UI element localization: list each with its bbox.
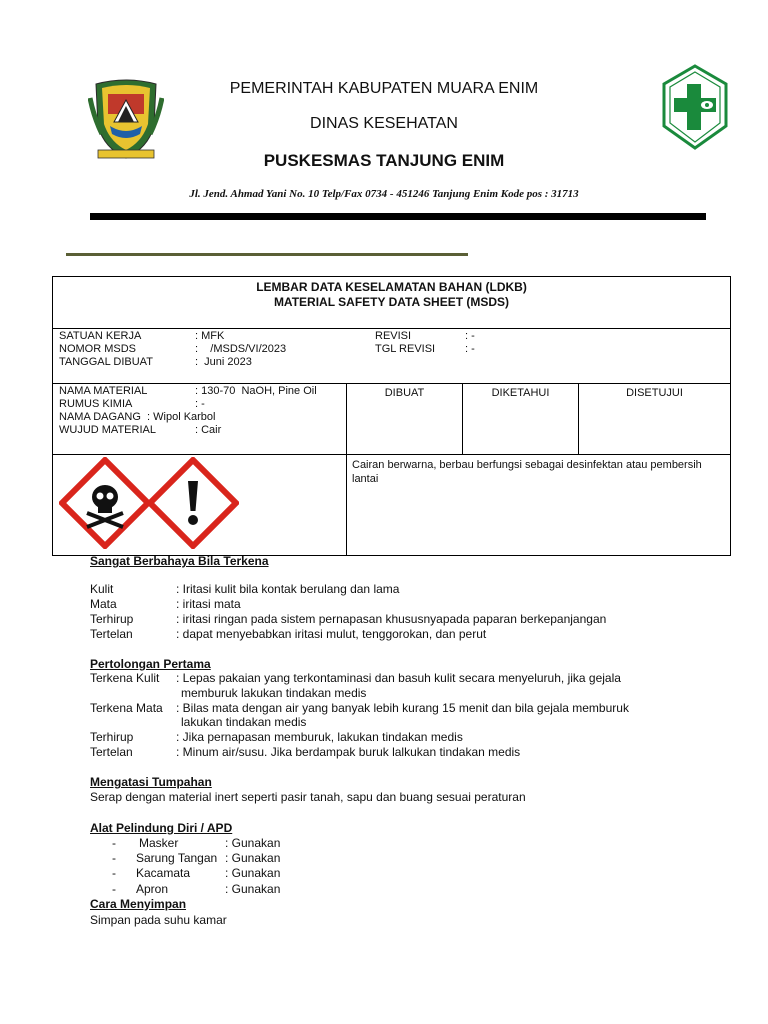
- material-description: Cairan berwarna, berbau berfungsi sebagai desinfektan atau pembersih lantai: [347, 455, 731, 556]
- nama-dagang: NAMA DAGANG : Wipol Karbol: [59, 411, 216, 423]
- sheet-title: [53, 277, 731, 329]
- approval-disetujui: [579, 384, 731, 455]
- puskesmas-cross-logo-icon: [662, 64, 728, 150]
- rumus-kimia-label: RUMUS KIMIA: [59, 398, 133, 410]
- approval-dibuat-label: DIBUAT: [384, 387, 425, 399]
- tanggal-dibuat-label: TANGGAL DIBUAT: [59, 356, 153, 368]
- nomor-msds-label: NOMOR MSDS: [59, 343, 136, 355]
- msds-table: [52, 276, 731, 556]
- department-line: DINAS KESEHATAN: [310, 115, 458, 132]
- hazard-label-mata: Mata: [90, 597, 117, 611]
- first-aid-cont-kulit: memburuk lakukan tindakan medis: [181, 686, 367, 700]
- nomor-msds-value: : /MSDS/VI/2023: [195, 343, 287, 355]
- apd-heading: Alat Pelindung Diri / APD: [90, 821, 233, 835]
- address-line: Jl. Jend. Ahmad Yani No. 10 Telp/Fax 0734 - 451246 Tanjung Enim Kode pos : 31713: [189, 188, 579, 200]
- hazard-value-mata: : iritasi mata: [176, 597, 241, 611]
- first-aid-value-terhirup: : Jika pernapasan memburuk, lakukan tindakan medis: [176, 730, 463, 744]
- meta-cell: [53, 329, 731, 384]
- apd-label-sarung-tangan: Sarung Tangan: [136, 851, 218, 865]
- apd-value-apron: : Gunakan: [225, 882, 281, 896]
- spill-heading: Mengatasi Tumpahan: [90, 775, 212, 789]
- wujud-material-label: WUJUD MATERIAL: [59, 424, 156, 436]
- nama-material-label: NAMA MATERIAL: [59, 385, 148, 397]
- rumus-kimia-value: : -: [195, 398, 205, 410]
- apd-value-kacamata: : Gunakan: [225, 866, 281, 880]
- apd-label-masker: Masker: [139, 836, 179, 850]
- apd-label-apron: Apron: [136, 882, 169, 896]
- approval-diketahui-label: DIKETAHUI: [491, 387, 550, 399]
- pictogram-cell: [53, 455, 347, 556]
- spill-text: Serap dengan material inert seperti pasir tanah, sapu dan buang sesuai peraturan: [90, 790, 526, 804]
- first-aid-heading: Pertolongan Pertama: [90, 657, 211, 671]
- first-aid-cont-mata: lakukan tindakan medis: [181, 715, 307, 729]
- tgl-revisi-value: : -: [465, 343, 475, 355]
- material-cell: [53, 384, 347, 455]
- storage-text: Simpan pada suhu kamar: [90, 913, 227, 927]
- hazard-value-tertelan: : dapat menyebabkan iritasi mulut, tenggorokan, dan perut: [176, 627, 487, 641]
- nama-material-value: : 130-70 NaOH, Pine Oil: [195, 385, 317, 397]
- apd-value-sarung-tangan: : Gunakan: [225, 851, 281, 865]
- approval-dibuat: [347, 384, 463, 455]
- tgl-revisi-label: TGL REVISI: [375, 343, 436, 355]
- apd-label-kacamata: Kacamata: [136, 866, 191, 880]
- first-aid-label-terhirup: Terhirup: [90, 730, 134, 744]
- olive-divider: [66, 253, 468, 256]
- first-aid-value-kulit: : Lepas pakaian yang terkontaminasi dan basuh kulit secara menyeluruh, jika gejala: [176, 671, 621, 685]
- hazard-label-terhirup: Terhirup: [90, 612, 134, 626]
- apd-bullet: -: [112, 851, 116, 865]
- revisi-label: REVISI: [375, 330, 412, 342]
- approval-diketahui: [463, 384, 579, 455]
- hazard-label-tertelan: Tertelan: [90, 627, 133, 641]
- apd-bullet: -: [112, 866, 116, 880]
- tanggal-dibuat-value: : Juni 2023: [195, 356, 252, 368]
- first-aid-label-mata: Terkena Mata: [90, 701, 163, 715]
- sheet-title-msds: MATERIAL SAFETY DATA SHEET (MSDS): [273, 295, 510, 309]
- first-aid-label-tertelan: Tertelan: [90, 745, 133, 759]
- approval-disetujui-label: DISETUJUI: [626, 387, 683, 399]
- hazard-heading: Sangat Berbahaya Bila Terkena: [90, 554, 269, 568]
- puskesmas-name: PUSKESMAS TANJUNG ENIM: [263, 151, 505, 170]
- revisi-value: : -: [465, 330, 475, 342]
- first-aid-label-kulit: Terkena Kulit: [90, 671, 160, 685]
- hazard-label-kulit: Kulit: [90, 582, 114, 596]
- apd-bullet: -: [112, 836, 116, 850]
- sheet-title-ldkb: LEMBAR DATA KESELAMATAN BAHAN (LDKB): [256, 280, 527, 294]
- wujud-material-value: : Cair: [195, 424, 222, 436]
- hazard-value-kulit: : Iritasi kulit bila kontak berulang dan lama: [176, 582, 400, 596]
- government-line: PEMERINTAH KABUPATEN MUARA ENIM: [229, 80, 539, 97]
- storage-heading: Cara Menyimpan: [90, 897, 187, 911]
- apd-bullet: -: [112, 882, 116, 896]
- first-aid-value-tertelan: : Minum air/susu. Jika berdampak buruk lalkukan tindakan medis: [176, 745, 521, 759]
- satuan-kerja-label: SATUAN KERJA: [59, 330, 142, 342]
- hazard-value-terhirup: : iritasi ringan pada sistem pernapasan khususnyapada paparan berkepanjangan: [176, 612, 607, 626]
- exclamation-hazard-icon: [147, 457, 239, 549]
- header-divider: [90, 213, 706, 220]
- skull-crossbones-icon: [59, 457, 151, 549]
- satuan-kerja-value: : MFK: [195, 330, 225, 342]
- first-aid-value-mata: : Bilas mata dengan air yang banyak lebih kurang 15 menit dan bila gejala memburuk: [176, 701, 629, 715]
- apd-value-masker: : Gunakan: [225, 836, 281, 850]
